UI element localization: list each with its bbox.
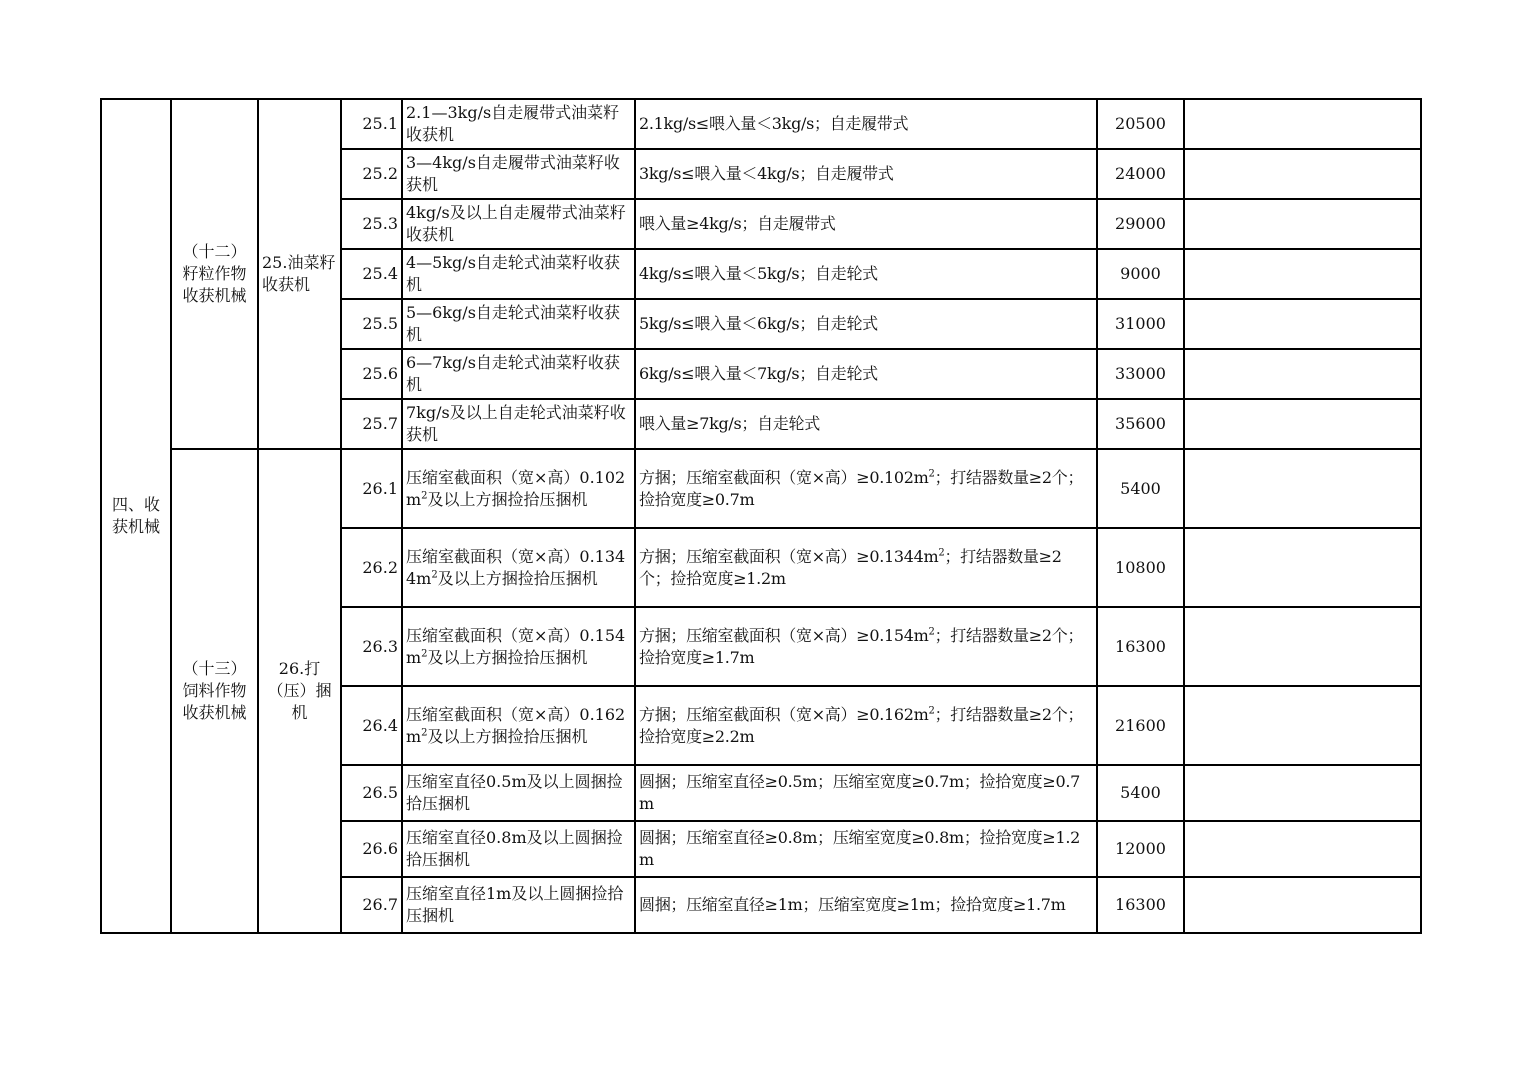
params-cell: 喂入量≥7kg/s；自走轮式 bbox=[635, 399, 1097, 449]
subsidy-cell: 12000 bbox=[1097, 821, 1184, 877]
code-cell: 26.5 bbox=[341, 765, 402, 821]
remark-cell bbox=[1184, 299, 1421, 349]
code-cell: 25.5 bbox=[341, 299, 402, 349]
name-cell: 5—6kg/s自走轮式油菜籽收获机 bbox=[402, 299, 635, 349]
params-cell: 方捆；压缩室截面积（宽×高）$\ge 0.102m^2$；打结器数量≥2个；捡拾宽度≥0.7m bbox=[635, 449, 1097, 528]
remark-cell bbox=[1184, 149, 1421, 199]
subcategory-cell: （十二）籽粒作物收获机械 bbox=[171, 99, 258, 449]
name-cell: 6—7kg/s自走轮式油菜籽收获机 bbox=[402, 349, 635, 399]
subsidy-cell: 16300 bbox=[1097, 877, 1184, 933]
remark-cell bbox=[1184, 249, 1421, 299]
params-cell: 方捆；压缩室截面积（宽×高）$\ge 0.154m^2$；打结器数量≥2个；捡拾宽度≥1.7m bbox=[635, 607, 1097, 686]
remark-cell bbox=[1184, 528, 1421, 607]
subsidy-cell: 5400 bbox=[1097, 449, 1184, 528]
params-cell: 3kg/s≤喂入量＜4kg/s；自走履带式 bbox=[635, 149, 1097, 199]
code-cell: 25.4 bbox=[341, 249, 402, 299]
code-cell: 26.6 bbox=[341, 821, 402, 877]
params-cell: 6kg/s≤喂入量＜7kg/s；自走轮式 bbox=[635, 349, 1097, 399]
subsidy-cell: 20500 bbox=[1097, 99, 1184, 149]
params-cell: 方捆；压缩室截面积（宽×高）$\ge 0.1344m^2$；打结器数量≥2个；捡拾宽度≥1.2m bbox=[635, 528, 1097, 607]
name-cell: 压缩室截面积（宽×高）$0.162m^2$及以上方捆捡拾压捆机 bbox=[402, 686, 635, 765]
subsidy-cell: 29000 bbox=[1097, 199, 1184, 249]
name-cell: 压缩室直径1m及以上圆捆捡拾压捆机 bbox=[402, 877, 635, 933]
subsidy-cell: 16300 bbox=[1097, 607, 1184, 686]
table-row bbox=[101, 449, 1421, 528]
remark-cell bbox=[1184, 686, 1421, 765]
name-cell: 7kg/s及以上自走轮式油菜籽收获机 bbox=[402, 399, 635, 449]
name-cell: 3—4kg/s自走履带式油菜籽收获机 bbox=[402, 149, 635, 199]
code-cell: 25.3 bbox=[341, 199, 402, 249]
code-cell: 26.1 bbox=[341, 449, 402, 528]
remark-cell bbox=[1184, 877, 1421, 933]
params-cell: 喂入量≥4kg/s；自走履带式 bbox=[635, 199, 1097, 249]
subsidy-table bbox=[100, 98, 1422, 934]
code-cell: 25.2 bbox=[341, 149, 402, 199]
subsidy-cell: 31000 bbox=[1097, 299, 1184, 349]
code-cell: 26.2 bbox=[341, 528, 402, 607]
name-cell: 压缩室截面积（宽×高）$0.1344m^2$及以上方捆捡拾压捆机 bbox=[402, 528, 635, 607]
table-row bbox=[101, 99, 1421, 149]
code-cell: 26.3 bbox=[341, 607, 402, 686]
subsidy-cell: 9000 bbox=[1097, 249, 1184, 299]
subsidy-cell: 24000 bbox=[1097, 149, 1184, 199]
name-cell: 2.1—3kg/s自走履带式油菜籽收获机 bbox=[402, 99, 635, 149]
params-cell: 2.1kg/s≤喂入量＜3kg/s；自走履带式 bbox=[635, 99, 1097, 149]
params-cell: 方捆；压缩室截面积（宽×高）$\ge 0.162m^2$；打结器数量≥2个；捡拾宽度≥2.2m bbox=[635, 686, 1097, 765]
code-cell: 25.6 bbox=[341, 349, 402, 399]
subsidy-cell: 35600 bbox=[1097, 399, 1184, 449]
params-cell: 5kg/s≤喂入量＜6kg/s；自走轮式 bbox=[635, 299, 1097, 349]
name-cell: 4—5kg/s自走轮式油菜籽收获机 bbox=[402, 249, 635, 299]
subsidy-cell: 21600 bbox=[1097, 686, 1184, 765]
code-cell: 26.7 bbox=[341, 877, 402, 933]
code-cell: 26.4 bbox=[341, 686, 402, 765]
subsidy-cell: 10800 bbox=[1097, 528, 1184, 607]
name-cell: 压缩室直径0.8m及以上圆捆捡拾压捆机 bbox=[402, 821, 635, 877]
item-cell: 25.油菜籽收获机 bbox=[258, 99, 341, 449]
remark-cell bbox=[1184, 449, 1421, 528]
name-cell: 压缩室直径0.5m及以上圆捆捡拾压捆机 bbox=[402, 765, 635, 821]
remark-cell bbox=[1184, 99, 1421, 149]
code-cell: 25.7 bbox=[341, 399, 402, 449]
subsidy-cell: 33000 bbox=[1097, 349, 1184, 399]
name-cell: 4kg/s及以上自走履带式油菜籽收获机 bbox=[402, 199, 635, 249]
item-cell: 26.打（压）捆机 bbox=[258, 449, 341, 933]
category-cell: 四、收获机械 bbox=[101, 99, 171, 933]
remark-cell bbox=[1184, 607, 1421, 686]
params-cell: 4kg/s≤喂入量＜5kg/s；自走轮式 bbox=[635, 249, 1097, 299]
remark-cell bbox=[1184, 349, 1421, 399]
remark-cell bbox=[1184, 765, 1421, 821]
remark-cell bbox=[1184, 199, 1421, 249]
name-cell: 压缩室截面积（宽×高）$0.102m^2$及以上方捆捡拾压捆机 bbox=[402, 449, 635, 528]
code-cell: 25.1 bbox=[341, 99, 402, 149]
subsidy-cell: 5400 bbox=[1097, 765, 1184, 821]
name-cell: 压缩室截面积（宽×高）$0.154m^2$及以上方捆捡拾压捆机 bbox=[402, 607, 635, 686]
params-cell: 圆捆；压缩室直径≥0.8m；压缩室宽度≥0.8m；捡拾宽度≥1.2m bbox=[635, 821, 1097, 877]
remark-cell bbox=[1184, 821, 1421, 877]
subcategory-cell: （十三）饲料作物收获机械 bbox=[171, 449, 258, 933]
remark-cell bbox=[1184, 399, 1421, 449]
params-cell: 圆捆；压缩室直径≥0.5m；压缩室宽度≥0.7m；捡拾宽度≥0.7m bbox=[635, 765, 1097, 821]
params-cell: 圆捆；压缩室直径≥1m；压缩室宽度≥1m；捡拾宽度≥1.7m bbox=[635, 877, 1097, 933]
